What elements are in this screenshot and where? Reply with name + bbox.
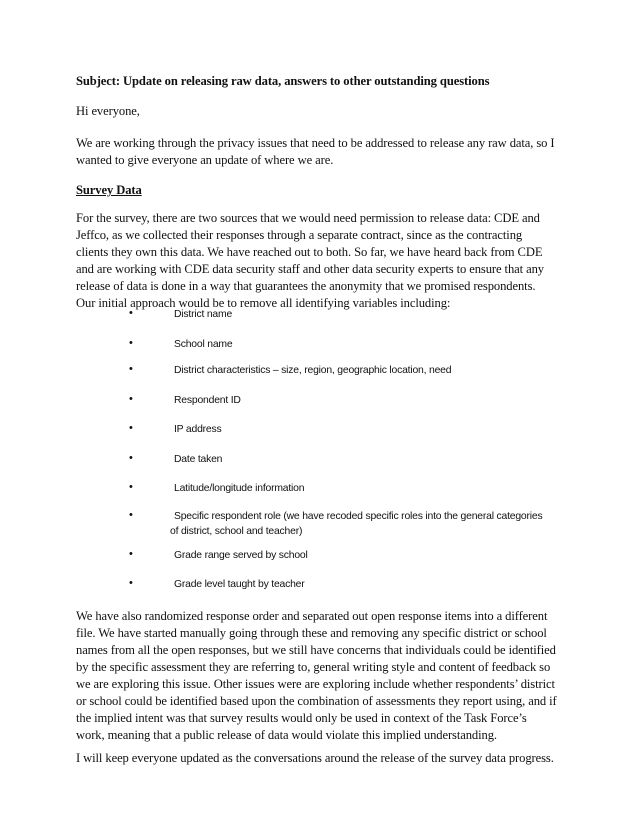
- paragraph-line: clients they own this data. We have reached out to both. So far, we have heard back from CDE: [76, 245, 543, 259]
- list-item-text: Grade level taught by teacher: [174, 579, 305, 590]
- list-item-text-continued: of district, school and teacher): [170, 526, 303, 537]
- paragraph-line: Our initial approach would be to remove all identifying variables including:: [76, 296, 451, 310]
- list-item-text: Specific respondent role (we have recoded specific roles into the general categories: [174, 511, 543, 522]
- paragraph-line: by the specific assessment they are referring to, general writing style and content of feedback so: [76, 660, 551, 674]
- intro-paragraph: [76, 135, 576, 169]
- paragraph-line: We have also randomized response order and separated out open response items into a different: [76, 609, 548, 623]
- bullet-icon: •: [129, 509, 133, 521]
- paragraph-line: and are working with CDE data security staff and other data security experts to ensure that any: [76, 262, 544, 276]
- paragraph-line: wanted to give everyone an update of where we are.: [76, 153, 334, 167]
- paragraph-line: We are working through the privacy issues that need to be addressed to release any raw data, so I: [76, 136, 555, 150]
- closing-sentence: I will keep everyone updated as the conversations around the release of the survey data progress.: [76, 751, 554, 765]
- survey-paragraph: [76, 210, 576, 312]
- greeting: Hi everyone,: [76, 104, 140, 118]
- paragraph-line: the implied intent was that survey results would only be used in context of the Task Force’s: [76, 711, 527, 725]
- email-subject: Subject: Update on releasing raw data, answers to other outstanding questions: [76, 74, 490, 88]
- randomization-paragraph: [76, 608, 576, 744]
- list-item-text: IP address: [174, 424, 222, 435]
- paragraph-line: file. We have started manually going through these and removing any specific district or school: [76, 626, 547, 640]
- bullet-icon: •: [129, 363, 133, 375]
- list-item-text: School name: [174, 339, 233, 350]
- bullet-icon: •: [129, 452, 133, 464]
- section-heading-survey-data: Survey Data: [76, 183, 142, 197]
- paragraph-line: we are exploring this issue. Other issues were are exploring include whether respondents’ district: [76, 677, 555, 691]
- bullet-icon: •: [129, 393, 133, 405]
- bullet-icon: •: [129, 307, 133, 319]
- bullet-icon: •: [129, 481, 133, 493]
- list-item-text: District characteristics – size, region, geographic location, need: [174, 365, 452, 376]
- paragraph-line: Jeffco, as we collected their responses through a separate contract, since as the contracting: [76, 228, 523, 242]
- list-item-text: Latitude/longitude information: [174, 483, 305, 494]
- bullet-icon: •: [129, 337, 133, 349]
- list-item-text: Date taken: [174, 454, 223, 465]
- paragraph-line: work, meaning that a public release of data would violate this implied understanding.: [76, 728, 497, 742]
- list-item-text: District name: [174, 309, 233, 320]
- list-item-text: Respondent ID: [174, 395, 241, 406]
- paragraph-line: or school could be identified based upon the combination of assessments they report using, and if: [76, 694, 557, 708]
- paragraph-line: names from all the open responses, but we still have concerns that individuals could be identified: [76, 643, 556, 657]
- paragraph-line: release of data is done in a way that guarantees the anonymity that we promised respondents.: [76, 279, 536, 293]
- bullet-icon: •: [129, 422, 133, 434]
- list-item-text-block: [170, 509, 594, 539]
- bullet-icon: •: [129, 548, 133, 560]
- list-item-text: Grade range served by school: [174, 550, 308, 561]
- bullet-icon: •: [129, 577, 133, 589]
- paragraph-line: For the survey, there are two sources that we would need permission to release data: CDE and: [76, 211, 540, 225]
